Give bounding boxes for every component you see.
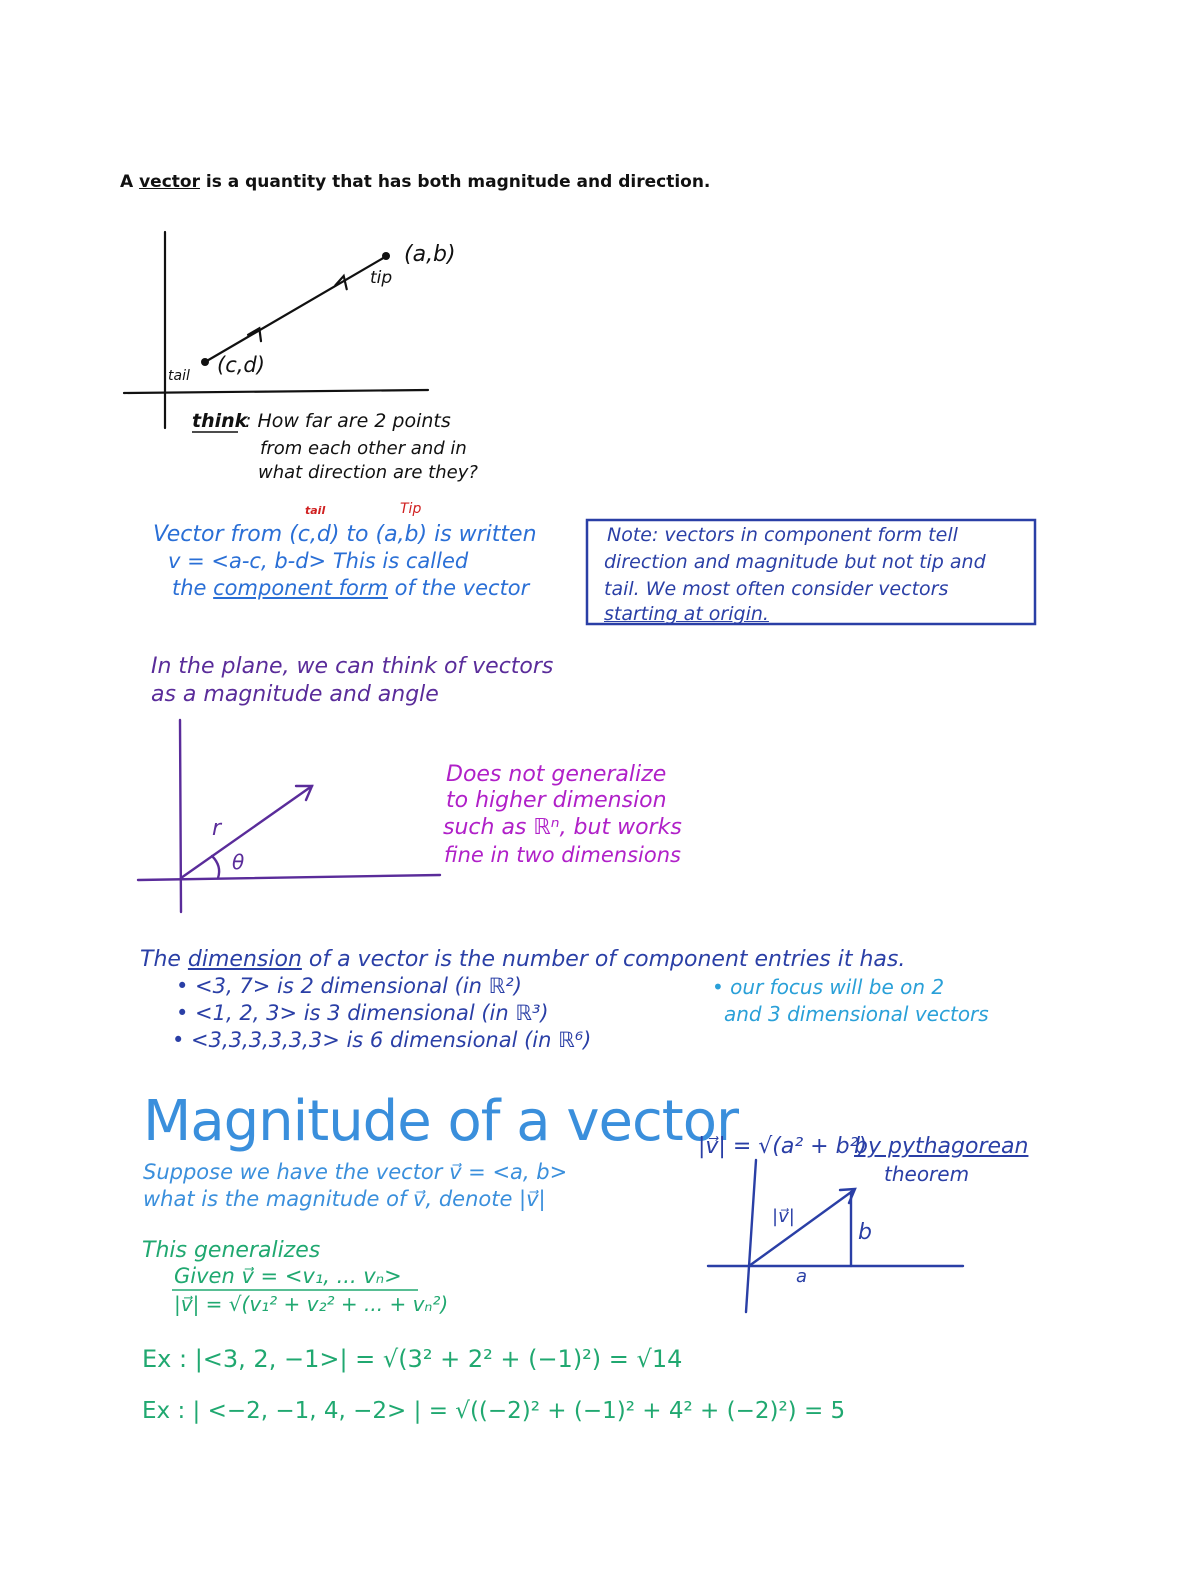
diagram-tail-tip	[124, 232, 428, 428]
magnitude-line1: Suppose we have the vector v⃗ = <a, b>	[143, 1160, 568, 1184]
component-line3-suffix: of the vector	[387, 576, 530, 600]
general-line3: |v⃗| = √(v₁² + v₂² + ... + vₙ²)	[174, 1292, 449, 1316]
triangle-a-label: a	[796, 1266, 808, 1287]
polar-vector	[181, 786, 312, 878]
example-2: Ex : | <−2, −1, 4, −2> | = √((−2)² + (−1)² + 4² + (−2)²) = 5	[142, 1398, 846, 1424]
generalize-line1: Does not generalize	[446, 762, 667, 787]
general-line2: Given v⃗ = <v₁, ... vₙ>	[174, 1264, 402, 1288]
polar-theta-label: θ	[232, 850, 245, 874]
think-line3: what direction are they?	[258, 462, 478, 483]
polar-y-axis	[180, 720, 181, 912]
arrow-mid-1	[248, 328, 265, 345]
note-line3: tail. We most often consider vectors	[604, 578, 949, 600]
focus-line1: • our focus will be on 2	[712, 975, 945, 999]
focus-line2: and 3 dimensional vectors	[724, 1002, 989, 1026]
generalize-line3: such as ℝⁿ, but works	[443, 815, 682, 840]
tail-point-label: (c,d)	[217, 353, 265, 377]
dimension-item-3: • <3,3,3,3,3,3> is 6 dimensional (in ℝ⁶)	[172, 1028, 592, 1052]
general-line1: This generalizes	[142, 1238, 321, 1263]
polar-r-label: r	[212, 816, 222, 841]
x-axis	[124, 390, 428, 393]
tip-dot	[382, 252, 390, 260]
dimension-term: dimension	[187, 947, 302, 972]
think-word: think	[192, 410, 248, 432]
dimension-item-1: • <3, 7> is 2 dimensional (in ℝ²)	[176, 974, 522, 998]
triangle-b-label: b	[858, 1220, 872, 1245]
polar-line2: as a magnitude and angle	[151, 682, 439, 707]
note-line2: direction and magnitude but not tip and	[604, 551, 986, 573]
component-line3-prefix: the	[172, 576, 214, 600]
component-line1: Vector from (c,d) to (a,b) is written	[153, 522, 537, 547]
diagram-polar	[138, 720, 440, 912]
dimension-prefix: The	[140, 947, 188, 972]
polar-line1: In the plane, we can think of vectors	[151, 654, 554, 679]
vector-line	[205, 257, 385, 362]
polar-angle-arc	[212, 856, 219, 878]
triangle-v-label: |v⃗|	[772, 1206, 795, 1227]
intro-rest: is a quantity that has both magnitude and direction.	[199, 172, 711, 192]
magnitude-formula: |v⃗| = √(a² + b²)	[698, 1134, 867, 1159]
note-line4: starting at origin.	[604, 603, 769, 625]
component-line3	[172, 578, 529, 599]
intro-prefix: A	[120, 172, 140, 192]
tail-mark: tail	[305, 504, 326, 517]
tip-mark: Tip	[400, 501, 422, 517]
by-line2: theorem	[884, 1162, 970, 1186]
generalize-line4: fine in two dimensions	[444, 843, 681, 867]
tri-y-axis	[746, 1160, 756, 1312]
tail-dot	[201, 358, 209, 366]
intro-sentence	[120, 174, 710, 191]
dimension-suffix: of a vector is the number of component entries it has.	[301, 947, 906, 972]
dimension-item-2: • <1, 2, 3> is 3 dimensional (in ℝ³)	[176, 1001, 549, 1025]
tip-point-label: (a,b)	[404, 242, 456, 267]
generalize-line2: to higher dimension	[446, 788, 667, 813]
think-line2: from each other and in	[260, 438, 467, 459]
component-line2: v = <a-c, b-d> This is called	[168, 549, 469, 573]
magnitude-line2: what is the magnitude of v⃗, denote |v⃗|	[143, 1187, 546, 1211]
tip-label: tip	[370, 268, 393, 288]
tail-label: tail	[168, 368, 190, 384]
note-line1: Note: vectors in component form tell	[607, 524, 958, 546]
example-1: Ex : |<3, 2, −1>| = √(3² + 2² + (−1)²) = √14	[142, 1345, 683, 1373]
tri-hypotenuse	[749, 1190, 854, 1266]
think-line1: : How far are 2 points	[245, 410, 451, 432]
by-line1: by pythagorean	[854, 1134, 1029, 1159]
dimension-sentence	[140, 949, 905, 971]
component-term: component form	[213, 576, 388, 600]
intro-term: vector	[139, 172, 200, 192]
magnitude-heading: Magnitude of a vector	[143, 1089, 738, 1154]
